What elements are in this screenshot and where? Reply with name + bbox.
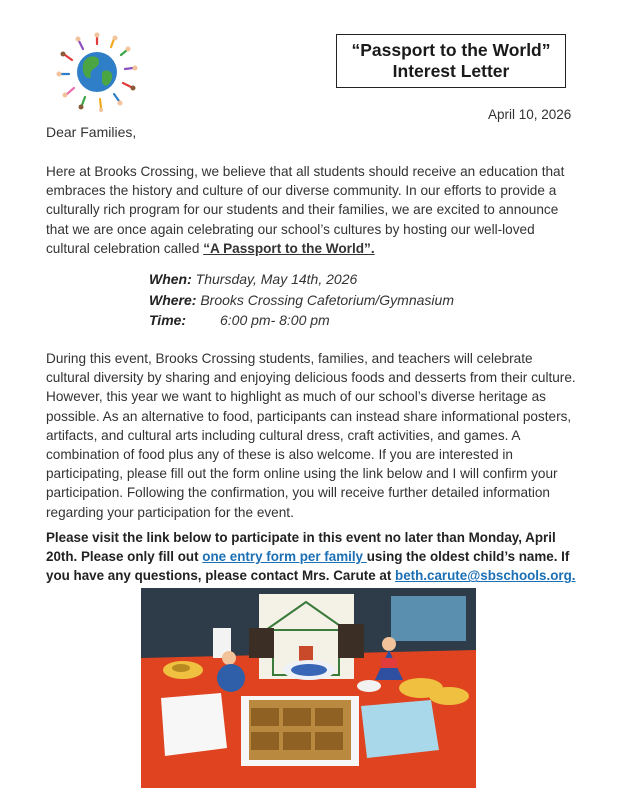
letter-title-box [336, 34, 566, 88]
time-row [149, 310, 454, 331]
email-link[interactable]: beth.carute@sbschools.org. [395, 568, 576, 584]
title-line-1: “Passport to the World” [351, 40, 551, 60]
event-details [149, 269, 454, 331]
letter-date: April 10, 2026 [488, 107, 572, 122]
cultural-display-photo [141, 588, 476, 788]
when-row [149, 269, 454, 290]
participation-notice [46, 528, 586, 586]
event-name: “A Passport to the World”. [203, 240, 375, 256]
intro-paragraph [46, 162, 576, 258]
intro-text: Here at Brooks Crossing, we believe that all students should receive an education that embraces the history and culture of our diverse community. In our efforts to provide a culturally rich program for our students and their families, we are excited to announce that we are once again celebrating our school’s cultures by hosting our well-loved cultural celebration called [46, 164, 565, 256]
entry-form-link[interactable]: one entry form per family [202, 549, 367, 565]
notice-part-2: using the oldest child’s name. If you have any questions, please contact Mrs. Carute at [46, 549, 570, 584]
greeting: Dear Families, [46, 124, 137, 140]
notice-part-1: Please visit the link below to participate in this event no later than Monday, April 20th. Please only fill out [46, 530, 556, 565]
when-label: When: [149, 271, 192, 287]
where-label: Where: [149, 291, 197, 308]
time-value: 6:00 pm- 8:00 pm [219, 312, 330, 328]
where-value: Brooks Crossing Cafetorium/Gymnasium [200, 291, 454, 308]
globe-children-logo [52, 32, 142, 112]
title-line-2: Interest Letter [392, 61, 510, 81]
when-value: Thursday, May 14th, 2026 [195, 271, 358, 287]
where-row [149, 290, 454, 311]
time-label: Time: [149, 312, 187, 328]
body-paragraph: During this event, Brooks Crossing students, families, and teachers will celebrate cultural diversity by sharing and enjoying delicious foods and desserts from their culture. However, this year we want to highlight as much of our school’s diverse heritage as possible. As an alternative to food, participants can instead share informational posters, artifacts, and cultural arts including cultural dress, craft activities, and games. A combination of food plus any of these is also welcome. If you are interested in participating, please fill out the form online using the link below and I will confirm your participation. Following the confirmation, you will receive further detailed information regarding your participation for the event. [46, 351, 576, 520]
